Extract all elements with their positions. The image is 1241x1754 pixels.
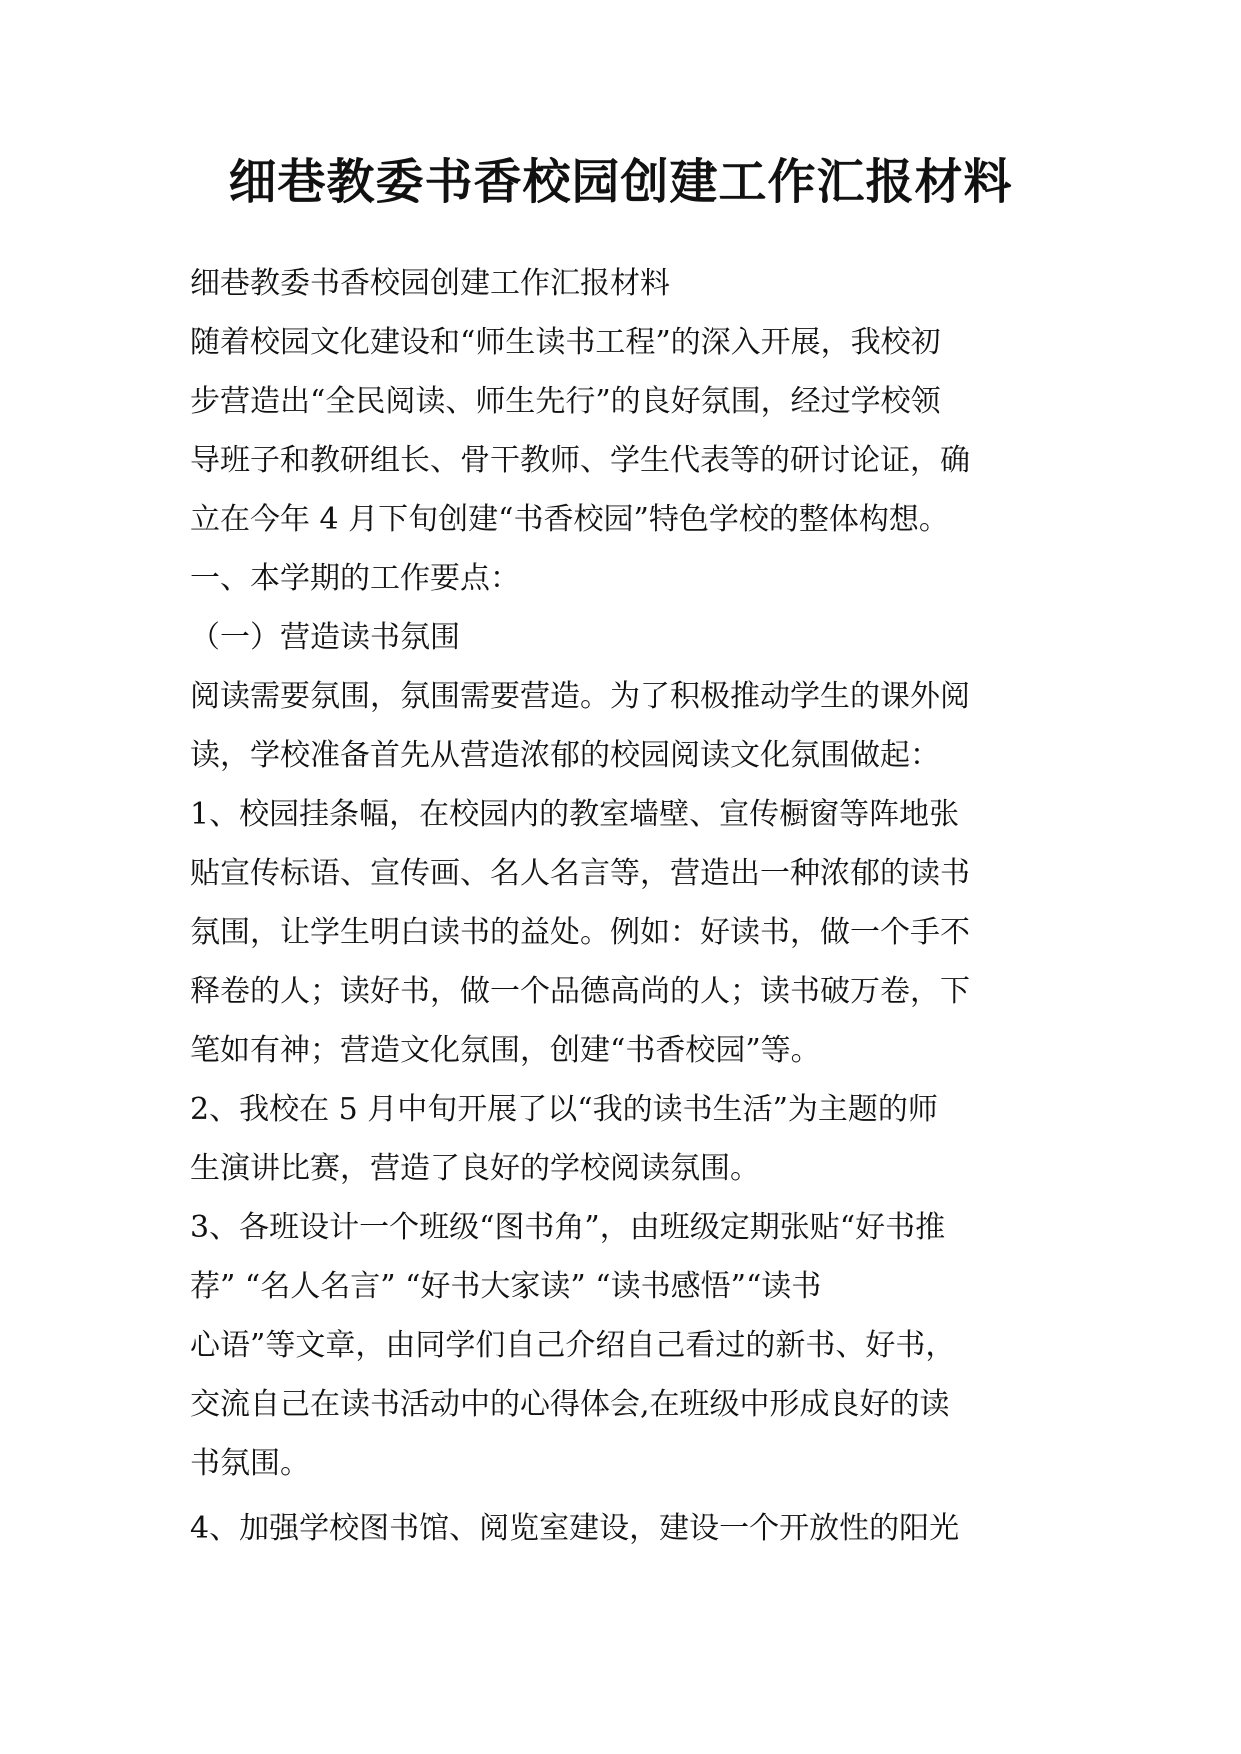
paragraph-line: 读，学校准备首先从营造浓郁的校园阅读文化氛围做起：: [190, 738, 940, 773]
list-item-line: 1、校园挂条幅，在校园内的教室墙壁、宣传橱窗等阵地张: [190, 797, 960, 832]
document-body: [190, 254, 1060, 1558]
list-item-line: 心语”等文章，由同学们自己介绍自己看过的新书、好书，: [190, 1328, 956, 1363]
subsection-heading: （一）营造读书氛围: [190, 620, 460, 655]
list-item-line: 3、各班设计一个班级“图书角”，由班级定期张贴“好书推: [190, 1210, 946, 1245]
list-item-line: 荐” “名人名言” “好书大家读” “读书感悟”“读书: [190, 1269, 822, 1304]
subtitle-line: 细巷教委书香校园创建工作汇报材料: [190, 266, 670, 301]
list-item-line: 笔如有神；营造文化氛围，创建“书香校园”等。: [190, 1033, 821, 1068]
list-item-line: 释卷的人；读好书，做一个品德高尚的人；读书破万卷，下: [190, 974, 970, 1009]
list-item-line: 贴宣传标语、宣传画、名人名言等，营造出一种浓郁的读书: [190, 856, 970, 891]
section-heading: 一、本学期的工作要点：: [190, 561, 520, 596]
paragraph-line: 步营造出“全民阅读、师生先行”的良好氛围，经过学校领: [190, 384, 941, 419]
list-item-line: 书氛围。: [190, 1446, 310, 1481]
list-item-line: 2、我校在 5 月中旬开展了以“我的读书生活”为主题的师: [190, 1092, 938, 1127]
paragraph-line: 阅读需要氛围，氛围需要营造。为了积极推动学生的课外阅: [190, 679, 970, 714]
list-item-line: 氛围，让学生明白读书的益处。例如：好读书，做一个手不: [190, 915, 970, 950]
paragraph-line: 随着校园文化建设和“师生读书工程”的深入开展，我校初: [190, 325, 941, 360]
list-item-line: 生演讲比赛，营造了良好的学校阅读氛围。: [190, 1151, 760, 1186]
paragraph-line: 立在今年 4 月下旬创建“书香校园”特色学校的整体构想。: [190, 502, 949, 537]
document-title: 细巷教委书香校园创建工作汇报材料: [228, 154, 1013, 210]
list-item-line: 交流自己在读书活动中的心得体会,在班级中形成良好的读: [190, 1387, 950, 1422]
list-item-line: 4、加强学校图书馆、阅览室建设，建设一个开放性的阳光: [190, 1511, 960, 1546]
paragraph-line: 导班子和教研组长、骨干教师、学生代表等的研讨论证，确: [190, 443, 970, 478]
